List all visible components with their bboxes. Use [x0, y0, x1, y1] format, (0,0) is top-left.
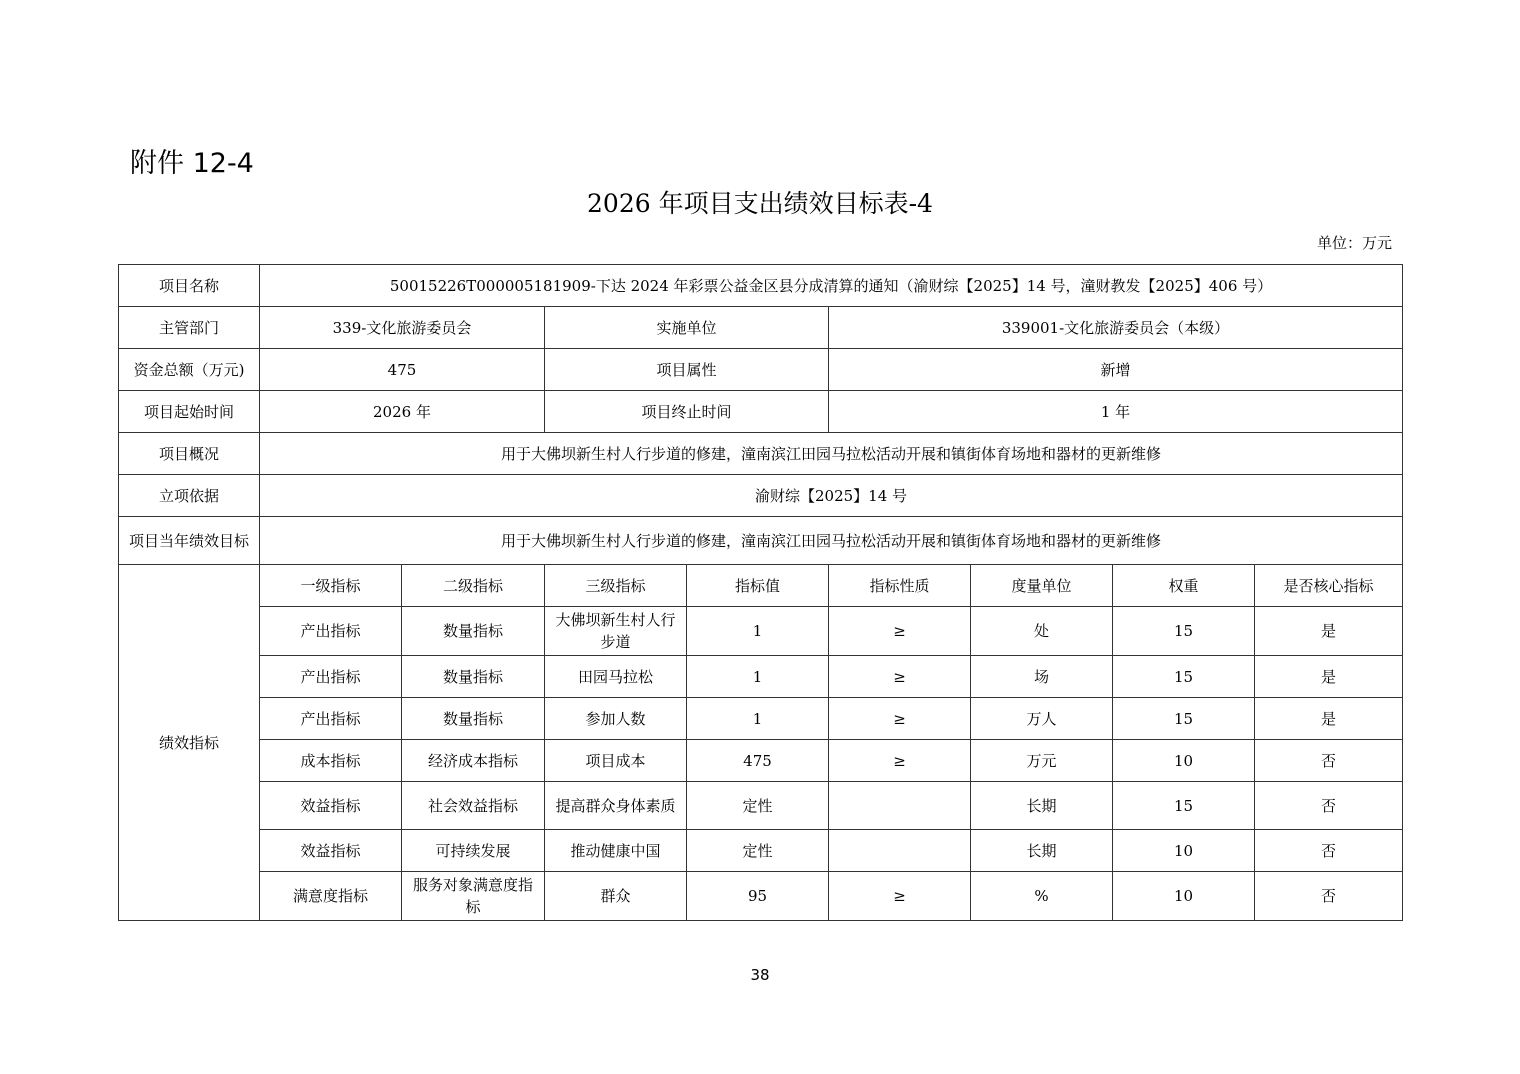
- l1-cell: 满意度指标: [260, 872, 402, 921]
- value-cell: 1: [687, 656, 829, 698]
- end-label: 项目终止时间: [545, 391, 829, 433]
- weight-cell: 10: [1113, 740, 1255, 782]
- goal-row: [119, 517, 1403, 565]
- end-value: 1 年: [829, 391, 1403, 433]
- overview-label: 项目概况: [119, 433, 260, 475]
- overview-row: [119, 433, 1403, 475]
- column-header: 度量单位: [971, 565, 1113, 607]
- unit-cell: 长期: [971, 782, 1113, 830]
- fund-row: [119, 349, 1403, 391]
- table-row: [119, 830, 1403, 872]
- weight-cell: 15: [1113, 782, 1255, 830]
- l1-cell: 效益指标: [260, 782, 402, 830]
- unit-cell: 处: [971, 607, 1113, 656]
- l3-cell: 提高群众身体素质: [545, 782, 687, 830]
- core-cell: 否: [1255, 782, 1403, 830]
- table-row: [119, 782, 1403, 830]
- column-header: 指标值: [687, 565, 829, 607]
- column-header: 指标性质: [829, 565, 971, 607]
- nature-cell: [829, 782, 971, 830]
- attachment-label: 附件 12-4: [130, 148, 254, 179]
- weight-cell: 15: [1113, 607, 1255, 656]
- attr-label: 项目属性: [545, 349, 829, 391]
- value-cell: 1: [687, 698, 829, 740]
- basis-value: 渝财综【2025】14 号: [260, 475, 1403, 517]
- l2-cell: 数量指标: [402, 607, 545, 656]
- l2-cell: 数量指标: [402, 656, 545, 698]
- l2-cell: 社会效益指标: [402, 782, 545, 830]
- table-row: [119, 698, 1403, 740]
- l3-cell: 田园马拉松: [545, 656, 687, 698]
- table-row: [119, 740, 1403, 782]
- nature-cell: [829, 830, 971, 872]
- table-row: [119, 872, 1403, 921]
- unit-cell: 长期: [971, 830, 1113, 872]
- column-header: 一级指标: [260, 565, 402, 607]
- page-number: 38: [750, 966, 770, 984]
- unit-cell: 万人: [971, 698, 1113, 740]
- column-header: 权重: [1113, 565, 1255, 607]
- l3-cell: 推动健康中国: [545, 830, 687, 872]
- table-row: [119, 656, 1403, 698]
- l2-cell: 经济成本指标: [402, 740, 545, 782]
- goal-label: 项目当年绩效目标: [119, 517, 260, 565]
- weight-cell: 10: [1113, 830, 1255, 872]
- l3-cell: 群众: [545, 872, 687, 921]
- start-value: 2026 年: [260, 391, 545, 433]
- attr-value: 新增: [829, 349, 1403, 391]
- weight-cell: 15: [1113, 656, 1255, 698]
- l1-cell: 效益指标: [260, 830, 402, 872]
- core-cell: 是: [1255, 607, 1403, 656]
- nature-cell: ≥: [829, 698, 971, 740]
- unit-cell: 万元: [971, 740, 1113, 782]
- column-header: 三级指标: [545, 565, 687, 607]
- basis-label: 立项依据: [119, 475, 260, 517]
- impl-value: 339001-文化旅游委员会（本级）: [829, 307, 1403, 349]
- page-title: 2026 年项目支出绩效目标表-4: [587, 189, 933, 218]
- weight-cell: 10: [1113, 872, 1255, 921]
- column-header: 是否核心指标: [1255, 565, 1403, 607]
- l1-cell: 产出指标: [260, 698, 402, 740]
- impl-label: 实施单位: [545, 307, 829, 349]
- project-name-label: 项目名称: [119, 265, 260, 307]
- l3-cell: 大佛坝新生村人行步道: [545, 607, 687, 656]
- column-header: 二级指标: [402, 565, 545, 607]
- l3-cell: 参加人数: [545, 698, 687, 740]
- l2-cell: 服务对象满意度指标: [402, 872, 545, 921]
- l2-cell: 数量指标: [402, 698, 545, 740]
- core-cell: 是: [1255, 698, 1403, 740]
- core-cell: 否: [1255, 740, 1403, 782]
- dept-value: 339-文化旅游委员会: [260, 307, 545, 349]
- value-cell: 定性: [687, 782, 829, 830]
- value-cell: 1: [687, 607, 829, 656]
- overview-value: 用于大佛坝新生村人行步道的修建，潼南滨江田园马拉松活动开展和镇街体育场地和器材的更新维修: [260, 433, 1403, 475]
- core-cell: 否: [1255, 872, 1403, 921]
- nature-cell: ≥: [829, 607, 971, 656]
- start-label: 项目起始时间: [119, 391, 260, 433]
- l3-cell: 项目成本: [545, 740, 687, 782]
- indicator-header-row: [119, 565, 1403, 607]
- dept-row: [119, 307, 1403, 349]
- fund-label: 资金总额（万元): [119, 349, 260, 391]
- l1-cell: 产出指标: [260, 607, 402, 656]
- goal-value: 用于大佛坝新生村人行步道的修建，潼南滨江田园马拉松活动开展和镇街体育场地和器材的更新维修: [260, 517, 1403, 565]
- l1-cell: 产出指标: [260, 656, 402, 698]
- basis-row: [119, 475, 1403, 517]
- dept-label: 主管部门: [119, 307, 260, 349]
- nature-cell: ≥: [829, 872, 971, 921]
- unit-label: 单位：万元: [1316, 234, 1392, 252]
- l2-cell: 可持续发展: [402, 830, 545, 872]
- core-cell: 否: [1255, 830, 1403, 872]
- project-name-value: 50015226T000005181909-下达 2024 年彩票公益金区县分成清算的通知（渝财综【2025】14 号，潼财教发【2025】406 号）: [260, 265, 1403, 307]
- value-cell: 475: [687, 740, 829, 782]
- time-row: [119, 391, 1403, 433]
- project-name-row: [119, 265, 1403, 307]
- nature-cell: ≥: [829, 740, 971, 782]
- unit-cell: %: [971, 872, 1113, 921]
- unit-cell: 场: [971, 656, 1113, 698]
- indicator-section-label: 绩效指标: [119, 565, 260, 921]
- value-cell: 95: [687, 872, 829, 921]
- nature-cell: ≥: [829, 656, 971, 698]
- performance-table: [118, 264, 1403, 921]
- weight-cell: 15: [1113, 698, 1255, 740]
- fund-value: 475: [260, 349, 545, 391]
- table-row: [119, 607, 1403, 656]
- value-cell: 定性: [687, 830, 829, 872]
- core-cell: 是: [1255, 656, 1403, 698]
- l1-cell: 成本指标: [260, 740, 402, 782]
